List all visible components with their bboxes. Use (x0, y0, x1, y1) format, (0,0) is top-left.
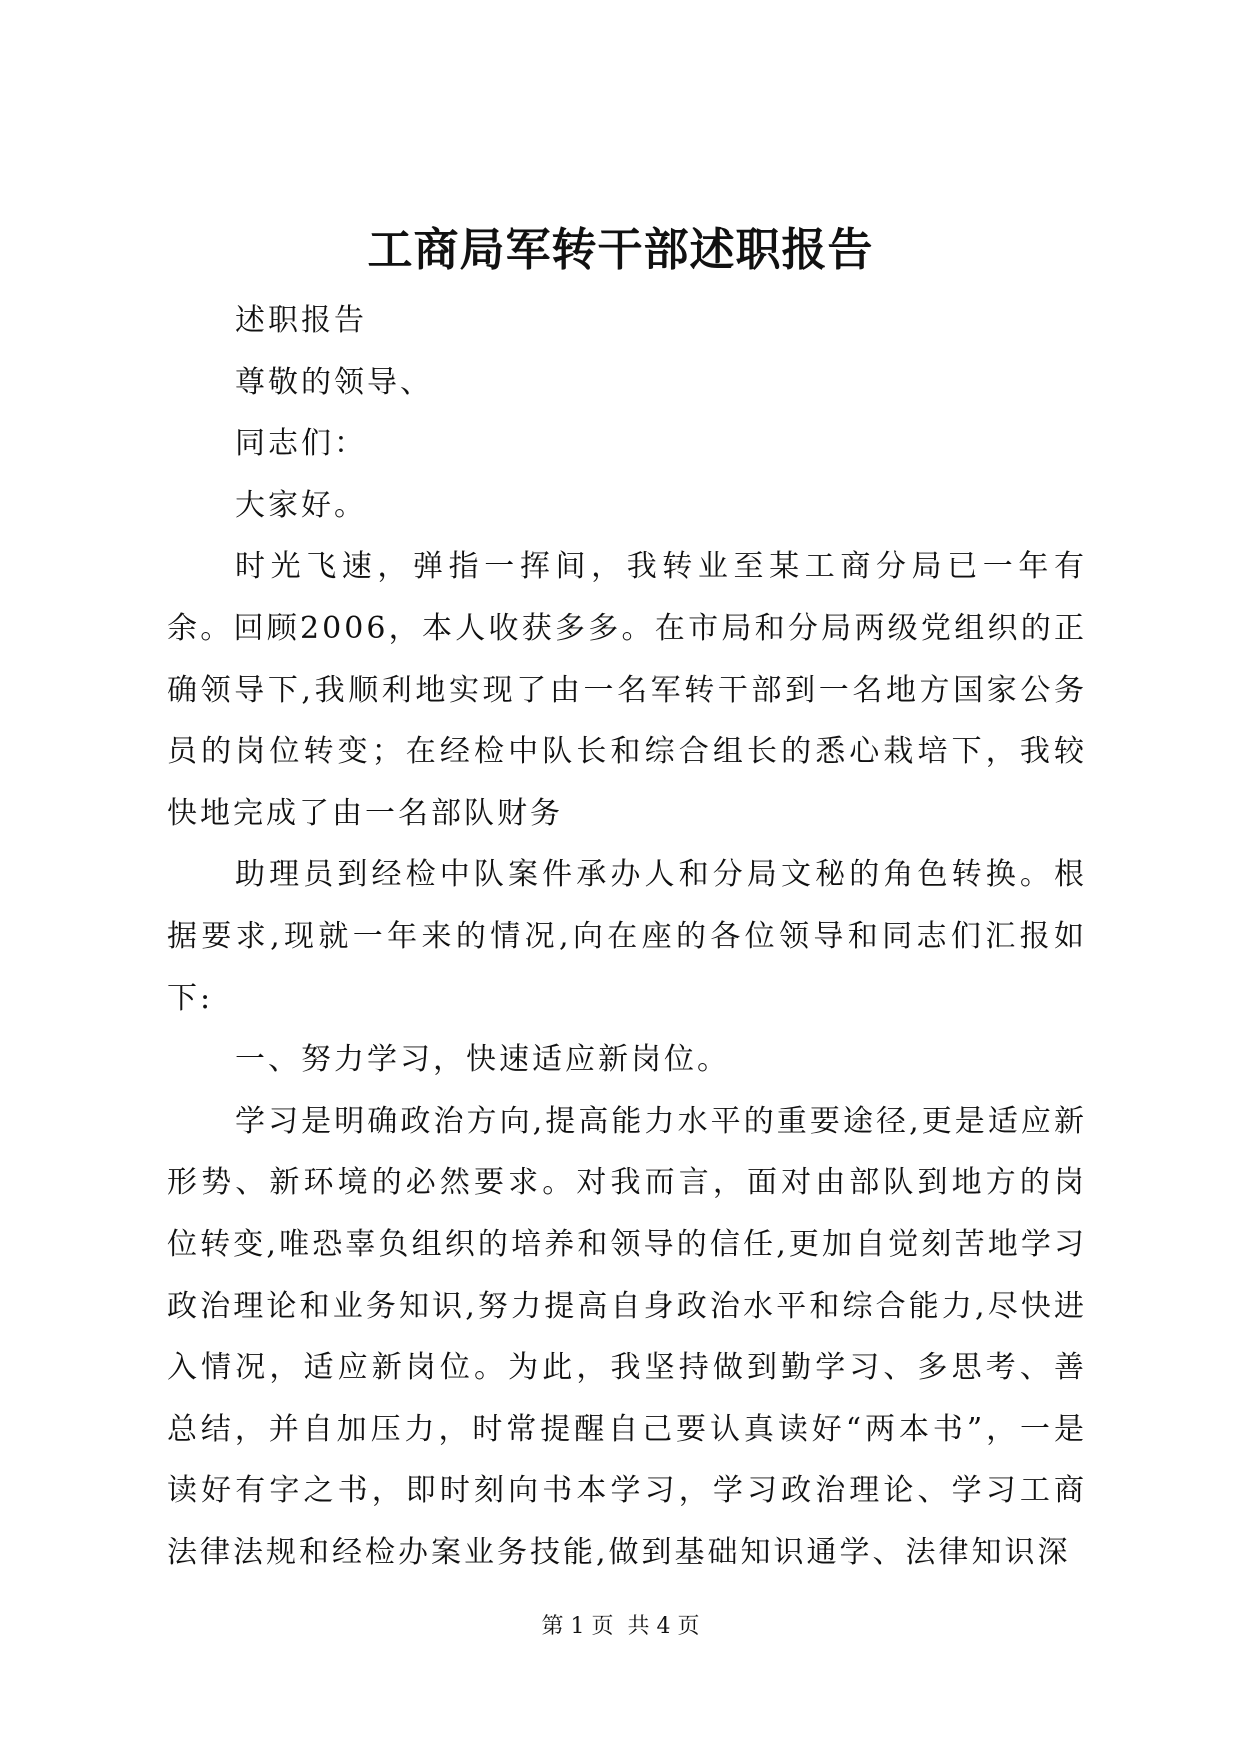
paragraph-body-1: 时光飞速，弹指一挥间，我转业至某工商分局已一年有余。回顾2006，本人收获多多。在市局和分局两级党组织的正确领导下,我顺利地实现了由一名军转干部到一名地方国家公务员的岗位转变；在经检中队长和综合组长的悉心栽培下，我较快地完成了由一名部队财务 (167, 549, 1087, 831)
document-body (167, 290, 1087, 1583)
page-footer (0, 1612, 1241, 1642)
page-number: 第 1 页 共 4 页 (541, 1614, 700, 1639)
paragraph-greeting: 大家好。 (235, 487, 367, 523)
paragraph-body-2: 助理员到经检中队案件承办人和分局文秘的角色转换。根据要求,现就一年来的情况,向在座的各位领导和同志们汇报如下: (167, 857, 1087, 1016)
paragraph-body-3: 学习是明确政治方向,提高能力水平的重要途径,更是适应新形势、新环境的必然要求。对我而言，面对由部队到地方的岗位转变,唯恐辜负组织的培养和领导的信任,更加自觉刻苦地学习政治理论和业务知识,努力提高自身政治水平和综合能力,尽快进入情况，适应新岗位。为此，我坚持做到勤学习、多思考、善总结，并自加压力，时常提醒自己要认真读好“两本书”，一是读好有字之书，即时刻向书本学习，学习政治理论、学习工商法律法规和经检办案业务技能,做到基础知识通学、法律知识深 (167, 1103, 1087, 1570)
paragraph-section-heading: 一、努力学习，快速适应新岗位。 (235, 1042, 730, 1078)
paragraph-heading: 述职报告 (235, 303, 367, 338)
paragraph-comrades: 同志们： (235, 426, 367, 462)
document-title: 工商局军转干部述职报告 (367, 223, 874, 276)
paragraph-salutation: 尊敬的领导、 (235, 364, 433, 400)
